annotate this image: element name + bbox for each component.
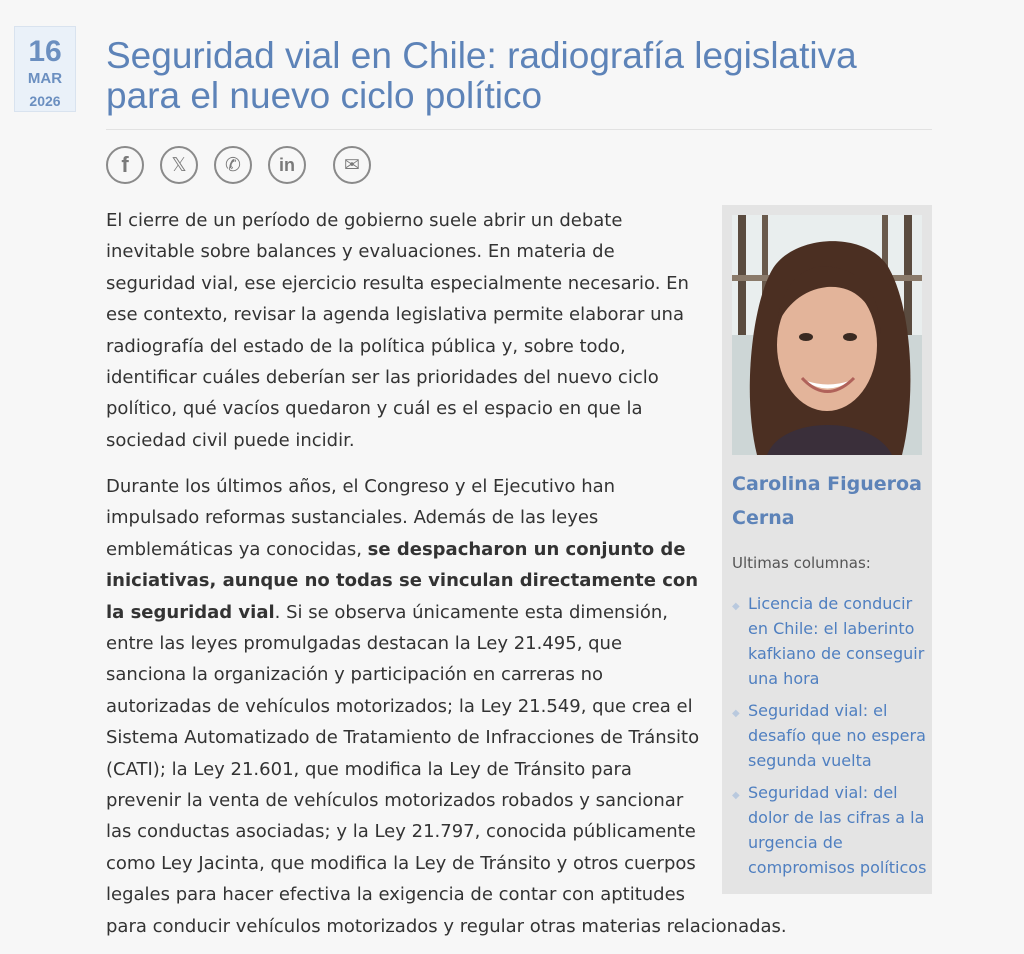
email-icon: ✉ <box>344 154 360 176</box>
date-year: 2026 <box>29 93 61 109</box>
whatsapp-icon: ✆ <box>225 154 241 176</box>
list-item <box>732 591 930 691</box>
diamond-bullet-icon: ◆ <box>732 708 740 719</box>
x-share-button[interactable] <box>160 146 198 184</box>
whatsapp-share-button[interactable] <box>214 146 252 184</box>
paragraph-text: Durante los últimos años, el Congreso y el Ejecutivo han impulsado reformas sustanciales. Además de las leyes emblemáticas ya conocidas, <box>106 476 616 560</box>
article-body <box>106 205 706 906</box>
article-paragraph-last-line: para conducir vehículos motorizados y regular otras materias relacionadas. <box>106 916 787 937</box>
article-paragraph: El cierre de un período de gobierno suele abrir un debate inevitable sobre balances y evaluaciones. En materia de seguridad vial, ese ejercicio resulta especialmente necesario. En ese contexto, revisar la agenda legislativa permite elaborar una radiografía del estado de la política pública y, sobre todo, identificar cuáles deberían ser las prioridades del nuevo ciclo político, qué vacíos quedaron y cuál es el espacio en que la sociedad civil puede incidir. <box>106 210 689 451</box>
author-photo[interactable] <box>732 215 922 455</box>
author-name-link[interactable]: Carolina Figueroa Cerna <box>732 473 922 529</box>
title-divider <box>106 129 932 130</box>
paragraph-text: . Si se observa únicamente esta dimensión, entre las leyes promulgadas destacan la Ley 21.495, que sanciona la organización y participación en carreras no autorizadas de vehículos motorizados; la Ley 21.549, que crea el Sistema Automatizado de Tratamiento de Infracciones de Tránsito (CATI); la Ley 21.601, que modifica la Ley de Tránsito para prevenir la venta de vehículos motorizados robados y sancionar las conductas asociadas; y la Ley 21.797, conocida públicamente como Ley Jacinta, que modifica la Ley de Tránsito y otros cuerpos legales para hacer efectiva la exigencia de contar con aptitudes <box>106 601 700 906</box>
linkedin-share-button[interactable] <box>268 146 306 184</box>
latest-column-link[interactable]: Seguridad vial: el desafío que no espera segunda vuelta <box>748 701 926 770</box>
latest-columns-label: Ultimas columnas: <box>732 554 871 572</box>
author-portrait-image <box>732 215 922 455</box>
paragraph-bold-text: se despacharon un conjunto de iniciativas, aunque no todas se vinculan directamente con la seguridad vial <box>106 538 699 623</box>
latest-column-link[interactable]: Licencia de conducir en Chile: el laberinto kafkiano de conseguir una hora <box>748 594 925 688</box>
diamond-bullet-icon: ◆ <box>732 790 740 801</box>
date-day: 16 <box>28 35 62 68</box>
email-share-button[interactable] <box>333 146 371 184</box>
date-badge <box>14 26 76 112</box>
diamond-bullet-icon: ◆ <box>732 601 740 612</box>
list-item <box>732 780 930 880</box>
latest-column-link[interactable]: Seguridad vial: del dolor de las cifras a la urgencia de compromisos políticos <box>748 783 927 877</box>
latest-columns-list <box>732 591 930 887</box>
date-month: MAR <box>27 70 63 87</box>
article-paragraph <box>106 471 706 911</box>
author-sidebar <box>722 205 932 894</box>
x-icon: 𝕏 <box>171 154 187 176</box>
facebook-share-button[interactable] <box>106 146 144 184</box>
linkedin-icon: in <box>279 154 295 175</box>
facebook-icon: f <box>121 152 129 177</box>
list-item <box>732 698 930 773</box>
article-title: Seguridad vial en Chile: radiografía legislativa para el nuevo ciclo político <box>106 35 857 116</box>
